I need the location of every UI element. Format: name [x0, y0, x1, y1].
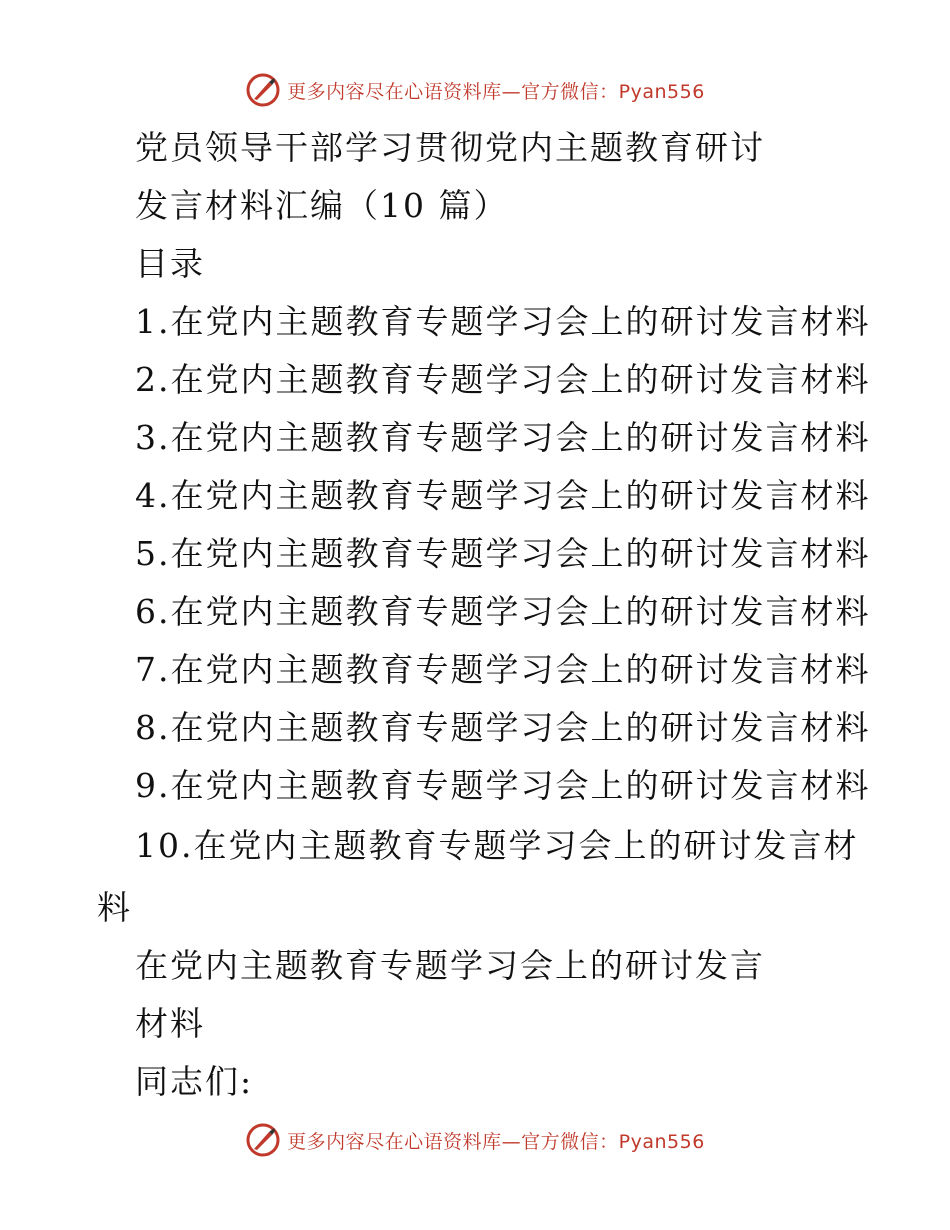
toc-item: 7.在党内主题教育专题学习会上的研讨发言材料	[135, 650, 871, 689]
document-title-line-1: 党员领导干部学习贯彻党内主题教育研讨	[135, 128, 765, 167]
toc-item: 1.在党内主题教育专题学习会上的研讨发言材料	[135, 302, 871, 341]
section-title-line-1: 在党内主题教育专题学习会上的研讨发言	[135, 946, 765, 985]
quill-pen-logo-icon	[245, 1122, 281, 1158]
watermark-text: 更多内容尽在心语资料库—官方微信：Pyan556	[287, 80, 705, 103]
watermark-banner-bottom	[0, 1120, 950, 1160]
toc-item: 5.在党内主题教育专题学习会上的研讨发言材料	[135, 534, 871, 573]
toc-item: 9.在党内主题教育专题学习会上的研讨发言材料	[135, 766, 871, 805]
toc-item: 4.在党内主题教育专题学习会上的研讨发言材料	[135, 476, 871, 515]
toc-item-10-continuation: 料	[97, 888, 132, 927]
document-title-line-2: 发言材料汇编（10 篇）	[135, 186, 509, 225]
toc-item: 8.在党内主题教育专题学习会上的研讨发言材料	[135, 708, 871, 747]
section-title-line-2: 材料	[135, 1004, 205, 1043]
watermark-text: 更多内容尽在心语资料库—官方微信：Pyan556	[287, 1130, 705, 1153]
quill-pen-logo-icon	[245, 72, 281, 108]
salutation: 同志们:	[135, 1062, 254, 1101]
toc-item: 2.在党内主题教育专题学习会上的研讨发言材料	[135, 360, 871, 399]
watermark-banner-top	[0, 70, 950, 110]
toc-item: 6.在党内主题教育专题学习会上的研讨发言材料	[135, 592, 871, 631]
toc-item: 3.在党内主题教育专题学习会上的研讨发言材料	[135, 418, 871, 457]
toc-heading: 目录	[135, 244, 205, 283]
toc-item-10: 10.在党内主题教育专题学习会上的研讨发言材	[135, 826, 859, 865]
